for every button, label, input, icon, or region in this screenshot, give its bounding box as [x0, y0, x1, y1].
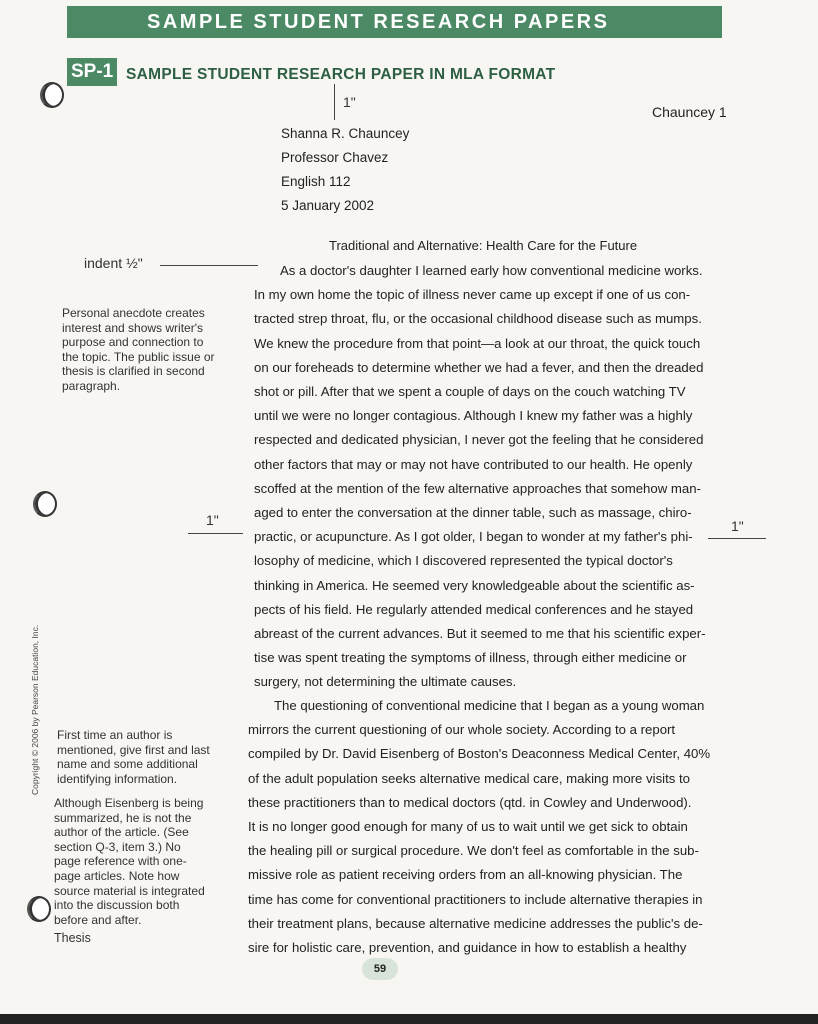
paper-date: 5 January 2002	[281, 198, 375, 213]
paper-title: Traditional and Alternative: Health Care for the Future	[329, 238, 638, 253]
note-first-time	[57, 728, 210, 786]
indent-arrow	[160, 265, 258, 266]
note-line: Personal anecdote creates	[62, 306, 205, 320]
note-line: purpose and connection to	[62, 335, 204, 350]
text-line: time has come for conventional practitioners to include alternative therapies in	[248, 891, 703, 907]
text-line: compiled by Dr. David Eisenberg of Boston's Deaconness Medical Center, 40%	[248, 746, 711, 762]
note-anecdote	[62, 306, 215, 394]
binder-hole	[40, 82, 64, 108]
running-header: Chauncey 1	[652, 104, 727, 120]
text-line: practic, or acupuncture. As I got older, I began to wonder at my father's phi-	[254, 529, 693, 545]
note-thesis: Thesis	[54, 931, 91, 945]
text-line: tise was spent treating the symptoms of illness, through either medicine or	[254, 650, 687, 666]
student-name: Shanna R. Chauncey	[281, 126, 410, 141]
page-number: 59	[362, 958, 398, 980]
note-line: interest and shows writer's	[62, 320, 204, 335]
note-line: mentioned, give first and last	[57, 742, 210, 757]
paragraph-2	[248, 694, 710, 960]
text-line: In my own home the topic of illness never came up except if one of us con-	[254, 287, 691, 303]
text-line: As a doctor's daughter I learned early how conventional medicine works.	[280, 263, 703, 278]
section-badge: SP-1	[67, 58, 117, 86]
right-margin-label: 1"	[731, 518, 744, 534]
text-line: sire for holistic care, prevention, and guidance in how to establish a healthy	[248, 940, 687, 956]
text-line: losophy of medicine, which I discovered represented the typical doctor's	[254, 553, 673, 569]
note-line: author of the article. (See	[54, 825, 189, 840]
text-line: these practitioners than to medical doctors (qtd. in Cowley and Underwood).	[248, 794, 692, 810]
text-line: surgery, not determining the ultimate causes.	[254, 674, 517, 690]
text-line: of the adult population seeks alternative medical care, making more visits to	[248, 770, 691, 786]
top-margin-label: 1"	[343, 94, 356, 110]
note-line: source material is integrated	[54, 883, 205, 898]
note-line: the topic. The public issue or	[62, 349, 215, 364]
note-line: summarized, he is not the	[54, 810, 192, 825]
note-line: page reference with one-	[54, 854, 187, 869]
note-line: paragraph.	[62, 378, 121, 393]
text-line: scoffed at the mention of the few alternative approaches that somehow man-	[254, 480, 701, 496]
note-line: thesis is clarified in second	[62, 364, 205, 379]
text-line: on our foreheads to determine whether we had a fever, and then the dreaded	[254, 359, 704, 375]
note-line: First time an author is	[57, 728, 173, 742]
paragraph-1	[254, 259, 706, 695]
text-line: It is no longer good enough for many of us to wait until we get sick to obtain	[248, 819, 688, 835]
text-line: aged to enter the conversation at the dinner table, such as massage, chiro-	[254, 505, 692, 521]
text-line: respected and dedicated physician, I never got the feeling that he considered	[254, 432, 704, 448]
text-line: The questioning of conventional medicine that I began as a young woman	[274, 698, 705, 713]
banner-title: SAMPLE STUDENT RESEARCH PAPERS	[67, 6, 722, 38]
binder-hole	[33, 491, 57, 517]
binder-hole	[27, 896, 51, 922]
note-line: identifying information.	[57, 771, 178, 786]
heading-block	[281, 122, 409, 218]
left-margin-arrow	[188, 533, 243, 534]
text-line: We knew the procedure from that point—a look at our throat, the quick touch	[254, 335, 701, 351]
text-line: pects of his field. He regularly attended medical conferences and he stayed	[254, 601, 694, 617]
course-name: English 112	[281, 174, 351, 189]
indent-label: indent ½"	[84, 255, 143, 271]
text-line: mirrors the current questioning of our whole society. According to a report	[248, 722, 676, 738]
note-line: page articles. Note how	[54, 868, 180, 883]
section-title: SAMPLE STUDENT RESEARCH PAPER IN MLA FORMAT	[126, 66, 556, 83]
text-line: their treatment plans, because alternative medicine addresses the public's de-	[248, 915, 703, 931]
note-line: into the discussion both	[54, 898, 180, 913]
note-line: Although Eisenberg is being	[54, 796, 204, 810]
page-bottom-edge	[0, 1014, 818, 1024]
text-line: other factors that may or may not have contributed to our health. He openly	[254, 456, 693, 472]
text-line: the healing pill or surgical procedure. We don't feel as comfortable in the sub-	[248, 843, 699, 859]
note-eisenberg	[54, 796, 205, 927]
top-margin-arrow	[334, 84, 335, 120]
text-line: tracted strep throat, flu, or the occasional childhood disease such as mumps.	[254, 311, 702, 327]
professor-name: Professor Chavez	[281, 150, 389, 165]
text-line: thinking in America. He seemed very knowledgeable about the scientific as-	[254, 577, 695, 593]
text-line: shot or pill. After that we spent a couple of days on the couch watching TV	[254, 384, 686, 400]
note-line: section Q-3, item 3.) No	[54, 839, 181, 854]
right-margin-arrow	[708, 538, 766, 539]
copyright-notice: Copyright © 2006 by Pearson Education, Inc.	[30, 624, 40, 795]
left-margin-label: 1"	[206, 512, 219, 528]
text-line: until we were no longer contagious. Although I knew my father was a highly	[254, 408, 693, 424]
text-line: missive role as patient receiving orders from an all-knowing physician. The	[248, 867, 683, 883]
text-line: abreast of the current advances. But it seemed to me that his scientific exper-	[254, 626, 706, 642]
note-line: name and some additional	[57, 757, 198, 772]
note-line: before and after.	[54, 912, 142, 927]
